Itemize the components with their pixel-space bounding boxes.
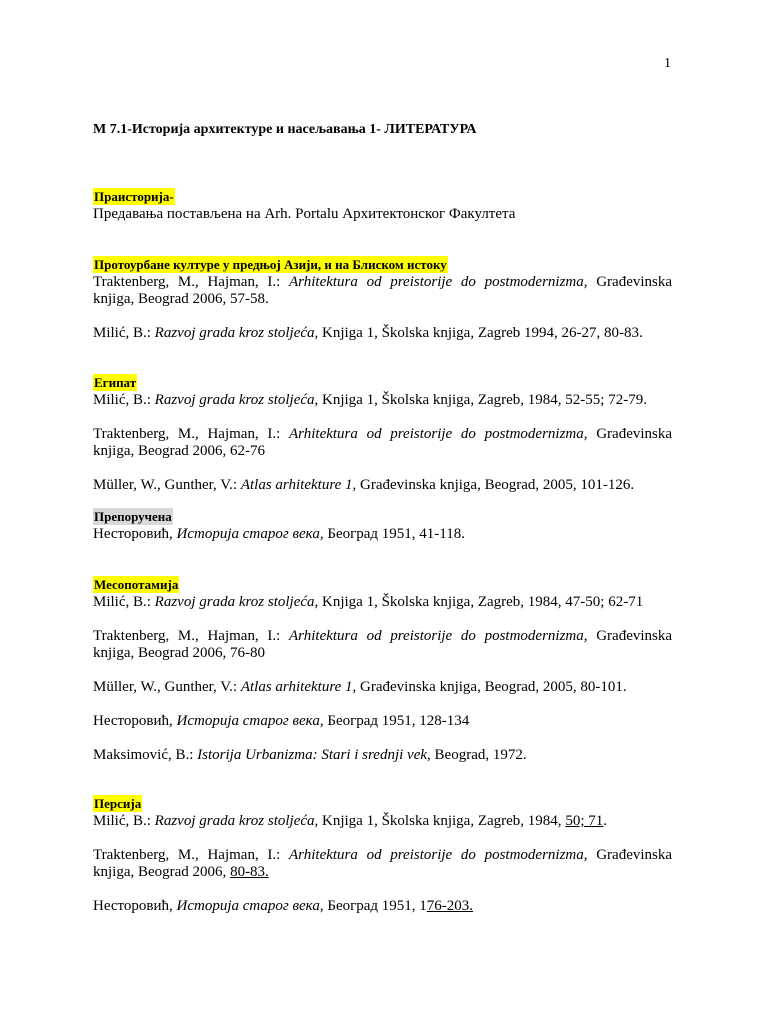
reference-entry: Milić, B.: Razvoj grada kroz stoljeća, Knjiga 1, Školska knjiga, Zagreb, 1984, 47-50; 62-71: [93, 594, 644, 610]
reference-entry: Traktenberg, M., Hajman, I.: Arhitektura od preistorije do postmodernizma, Građevinska knjiga, Beograd 2006, 80-83.: [93, 847, 673, 880]
section-prehistory: [93, 188, 672, 223]
section-mesopotamia: [93, 576, 672, 764]
section-persia: [93, 795, 672, 915]
section-egypt: [93, 374, 672, 494]
section-heading: Месопотамија: [94, 577, 179, 592]
reference-entry: Traktenberg, M., Hajman, I.: Arhitektura od preistorije do postmodernizma, Građevinska knjiga, Beograd 2006, 57-58.: [93, 274, 673, 307]
section-heading: Египат: [94, 375, 137, 390]
reference-entry: Предавања постављена на Arh. Portalu Архитектонског Факултета: [93, 206, 516, 222]
document-title: М 7.1-Историја архитектуре и насељавања 1- ЛИТЕРАТУРА: [93, 122, 477, 137]
reference-entry: Milić, B.: Razvoj grada kroz stoljeća, Knjiga 1, Školska knjiga, Zagreb, 1984, 52-55; 72-79.: [93, 392, 647, 408]
section-recommended: [93, 508, 672, 543]
section-heading: Персија: [94, 796, 142, 811]
section-heading: Препоручена: [94, 509, 172, 524]
reference-entry: Maksimović, B.: Istorija Urbanizma: Stari i srednji vek, Beograd, 1972.: [93, 747, 527, 763]
reference-entry: Müller, W., Gunther, V.: Atlas arhitekture 1, Građevinska knjiga, Beograd, 2005, 101-126.: [93, 477, 635, 493]
section-heading: Протоурбане културе у предњој Азији, и на Блиском истоку: [94, 257, 447, 272]
reference-entry: Несторовић, Историја старог века, Београд 1951, 128-134: [93, 713, 470, 729]
reference-entry: Несторовић, Историја старог века, Београд 1951, 41-118.: [93, 526, 465, 542]
page-number: 1: [664, 56, 671, 71]
reference-entry: Traktenberg, M., Hajman, I.: Arhitektura od preistorije do postmodernizma, Građevinska knjiga, Beograd 2006, 62-76: [93, 426, 673, 459]
reference-entry: Milić, B.: Razvoj grada kroz stoljeća, Knjiga 1, Školska knjiga, Zagreb 1994, 26-27, 80-83.: [93, 325, 643, 341]
section-heading: Праисторија-: [94, 189, 174, 204]
reference-entry: Müller, W., Gunther, V.: Atlas arhitekture 1, Građevinska knjiga, Beograd, 2005, 80-101.: [93, 679, 627, 695]
section-proto-urban: [93, 256, 672, 342]
reference-entry: Traktenberg, M., Hajman, I.: Arhitektura od preistorije do postmodernizma, Građevinska knjiga, Beograd 2006, 76-80: [93, 628, 673, 661]
reference-entry: Несторовић, Историја старог века, Београд 1951, 176-203.: [93, 898, 474, 914]
reference-entry: Milić, B.: Razvoj grada kroz stoljeća, Knjiga 1, Školska knjiga, Zagreb, 1984, 50; 71.: [93, 813, 607, 829]
